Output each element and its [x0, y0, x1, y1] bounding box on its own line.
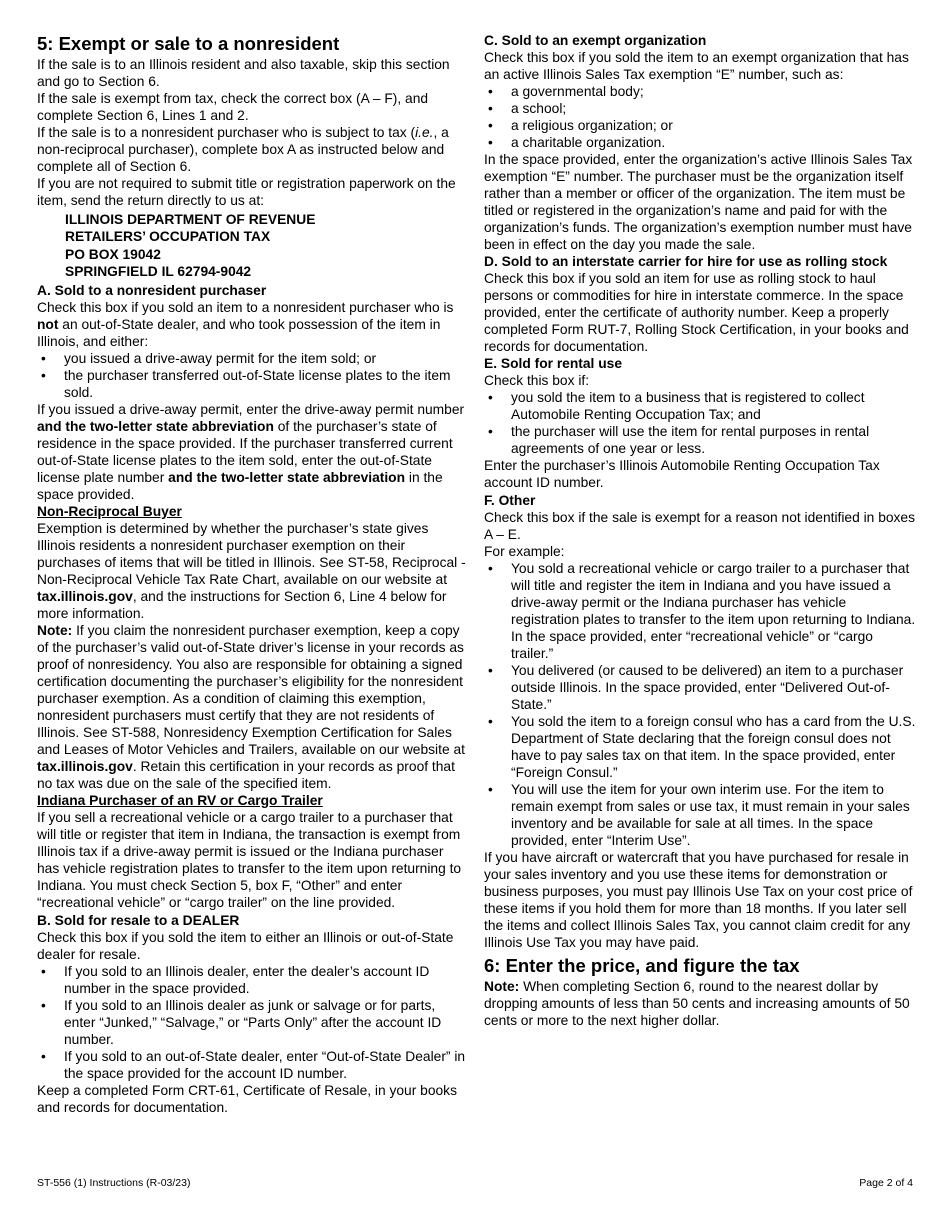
box-b-paragraph-2: Keep a completed Form CRT-61, Certificate of Resale, in your books and records for documentation.	[37, 1082, 457, 1115]
list-item: • You sold a recreational vehicle or cargo trailer to a purchaser that will title and register the item in Indiana and you have issued a drive-away permit or the Indiana purchaser has vehicle registration plates to transfer to the item upon returning to Indiana. In the space provided, enter “recreational vehicle” or “cargo trailer.”	[484, 560, 916, 662]
box-a-paragraph-2: If you issued a drive-away permit, enter the drive-away permit number and the two-letter state abbreviation of the purchaser’s state of residence in the space provided. If the purchaser transferred current out-of-State license plates to the item sold, enter the out-of-State license plate number and the two-letter state abbreviation in the space provided.	[37, 401, 465, 502]
section-5-intro-2: If the sale is exempt from tax, check the correct box (A – F), and complete Section 6, Lines 1 and 2.	[37, 91, 429, 123]
box-a-bullet-list	[37, 350, 469, 401]
box-c-paragraph-2: In the space provided, enter the organization’s active Illinois Sales Tax exemption “E” number. The purchaser must be the organization itself rather than a member or officer of the organization. The item must be titled or registered in the organization’s name and paid for with the organization’s funds. The organization’s exemption number must have been in effect on the day you made the sale.	[484, 152, 913, 252]
box-a-paragraph-1: Check this box if you sold an item to a nonresident purchaser who is not an out-of-State dealer, and who took possession of the item in Illinois, and either:	[37, 299, 454, 349]
non-reciprocal-heading: Non-Reciprocal Buyer	[37, 503, 182, 519]
address-line: ILLINOIS DEPARTMENT OF REVENUE	[65, 212, 316, 227]
box-c-heading: C. Sold to an exempt organization	[484, 33, 707, 48]
non-reciprocal-note: Note: If you claim the nonresident purchaser exemption, keep a copy of the purchaser’s valid out-of-State driver’s license in your records as proof of nonresidency. You also are responsible for obtaining a signed certification documenting the purchaser’s eligibility for the nonresident purchaser exemption. As a condition of claiming this exemption, nonresident purchasers must certify that they are not residents of Illinois. See ST-588, Nonresidency Exemption Certification for Sales and Leases of Motor Vehicles and Trailers, available on our website at tax.illinois.gov. Retain this certification in your records as proof that no tax was due on the sale of the specified item.	[37, 622, 465, 791]
list-item: • a school;	[484, 100, 916, 117]
box-b-paragraph-1: Check this box if you sold the item to either an Illinois or out-of-State dealer for resale.	[37, 929, 454, 962]
list-item: • the purchaser transferred out-of-State license plates to the item sold.	[37, 367, 469, 401]
list-item: • You delivered (or caused to be delivered) an item to a purchaser outside Illinois. In the space provided, enter “Delivered Out-of-State.”	[484, 662, 916, 713]
section-5-intro-1: If the sale is to an Illinois resident and also taxable, skip this section and go to Section 6.	[37, 57, 450, 89]
section-6-title: 6: Enter the price, and figure the tax	[484, 955, 800, 976]
box-d-paragraph: Check this box if you sold an item for use as rolling stock to haul persons or commodities for hire in interstate commerce. In the space provided, enter the certificate of authority number. Keep a properly completed Form RUT-7, Rolling Stock Certification, in your books and records for documentation.	[484, 271, 909, 354]
list-item: • If you sold to an out-of-State dealer, enter “Out-of-State Dealer” in the space provided for the account ID number.	[37, 1048, 469, 1082]
address-line: SPRINGFIELD IL 62794-9042	[65, 264, 252, 280]
list-item: • you sold the item to a business that is registered to collect Automobile Renting Occupation Tax; and	[484, 389, 916, 423]
list-item: • If you sold to an Illinois dealer as junk or salvage or for parts, enter “Junked,” “Salvage,” or “Parts Only” after the account ID number.	[37, 997, 469, 1048]
right-column	[484, 32, 916, 1029]
box-b-heading: B. Sold for resale to a DEALER	[37, 912, 240, 928]
section-6-note: Note: When completing Section 6, round to the nearest dollar by dropping amounts of less than 50 cents and increasing amounts of 50 cents or more to the next higher dollar.	[484, 979, 910, 1028]
page-number-footer: Page 2 of 4	[859, 1177, 913, 1189]
list-item: • a religious organization; or	[484, 117, 916, 134]
indiana-heading: Indiana Purchaser of an RV or Cargo Trailer	[37, 792, 323, 808]
box-f-paragraph-2: For example:	[484, 544, 565, 559]
list-item: • the purchaser will use the item for rental purposes in rental agreements of one year or less.	[484, 423, 916, 457]
left-column	[37, 32, 469, 1116]
box-b-bullet-list	[37, 963, 469, 1082]
list-item: • a charitable organization.	[484, 134, 916, 151]
website-link[interactable]: tax.illinois.gov	[37, 758, 133, 774]
list-item: • you issued a drive-away permit for the item sold; or	[37, 350, 469, 367]
section-5-intro-4: If you are not required to submit title or registration paperwork on the item, send the return directly to us at:	[37, 176, 456, 208]
non-reciprocal-paragraph: Exemption is determined by whether the purchaser’s state gives Illinois residents a nonresident purchaser exemption on their purchases of items that will be titled in Illinois. See ST-58, Reciprocal - Non-Reciprocal Vehicle Tax Rate Chart, available on our website at tax.illinois.gov, and the instructions for Section 6, Line 4 below for more information.	[37, 520, 466, 621]
box-e-heading: E. Sold for rental use	[484, 356, 622, 371]
list-item: • If you sold to an Illinois dealer, enter the dealer’s account ID number in the space provided.	[37, 963, 469, 997]
form-id-footer: ST-556 (1) Instructions (R-03/23)	[37, 1177, 191, 1189]
box-d-heading: D. Sold to an interstate carrier for hire for use as rolling stock	[484, 254, 888, 269]
box-c-paragraph-1: Check this box if you sold the item to an exempt organization that has an active Illinois Sales Tax exemption “E” number, such as:	[484, 50, 909, 82]
box-f-bullet-list	[484, 560, 916, 849]
box-f-paragraph-3: If you have aircraft or watercraft that you have purchased for resale in your sales inventory and you use these items for demonstration or business purposes, you must pay Illinois Use Tax on your cost price of these items if you hold them for more than 18 months. If you later sell the items and collect Illinois Sales Tax, you cannot claim credit for any Illinois Use Tax you may have paid.	[484, 850, 913, 950]
box-f-heading: F. Other	[484, 493, 536, 508]
list-item: • You will use the item for your own interim use. For the item to remain exempt from sales or use tax, it must remain in your sales inventory and be available for sale at all times. In the space provided, enter “Interim Use”.	[484, 781, 916, 849]
box-c-bullet-list	[484, 83, 916, 151]
address-line: RETAILERS’ OCCUPATION TAX	[65, 229, 271, 245]
box-f-paragraph-1: Check this box if the sale is exempt for a reason not identified in boxes A – E.	[484, 510, 916, 542]
indiana-paragraph: If you sell a recreational vehicle or a cargo trailer to a purchaser that will title or register that item in Indiana, the transaction is exempt from Illinois tax if a drive-away permit is issued or the Indiana purchaser has vehicle registration plates to transfer to the item upon returning to Indiana. You must check Section 5, box F, “Other” and enter “recreational vehicle” or “cargo trailer” on the line provided.	[37, 809, 462, 910]
list-item: • You sold the item to a foreign consul who has a card from the U.S. Department of State declaring that the foreign consul does not have to pay sales tax on that item. In the space provided, enter “Foreign Consul.”	[484, 713, 916, 781]
box-a-heading: A. Sold to a nonresident purchaser	[37, 282, 267, 298]
address-line: PO BOX 19042	[65, 246, 161, 262]
section-5-intro-3: If the sale is to a nonresident purchaser who is subject to tax (i.e., a non-reciprocal purchaser), complete box A as instructed below and complete all of Section 6.	[37, 125, 449, 174]
box-e-bullet-list	[484, 389, 916, 457]
box-e-paragraph-2: Enter the purchaser’s Illinois Automobile Renting Occupation Tax account ID number.	[484, 458, 880, 490]
box-e-paragraph-1: Check this box if:	[484, 373, 590, 388]
list-item: • a governmental body;	[484, 83, 916, 100]
mailing-address	[37, 211, 469, 281]
website-link[interactable]: tax.illinois.gov	[37, 588, 133, 604]
section-5-title: 5: Exempt or sale to a nonresident	[37, 33, 340, 54]
